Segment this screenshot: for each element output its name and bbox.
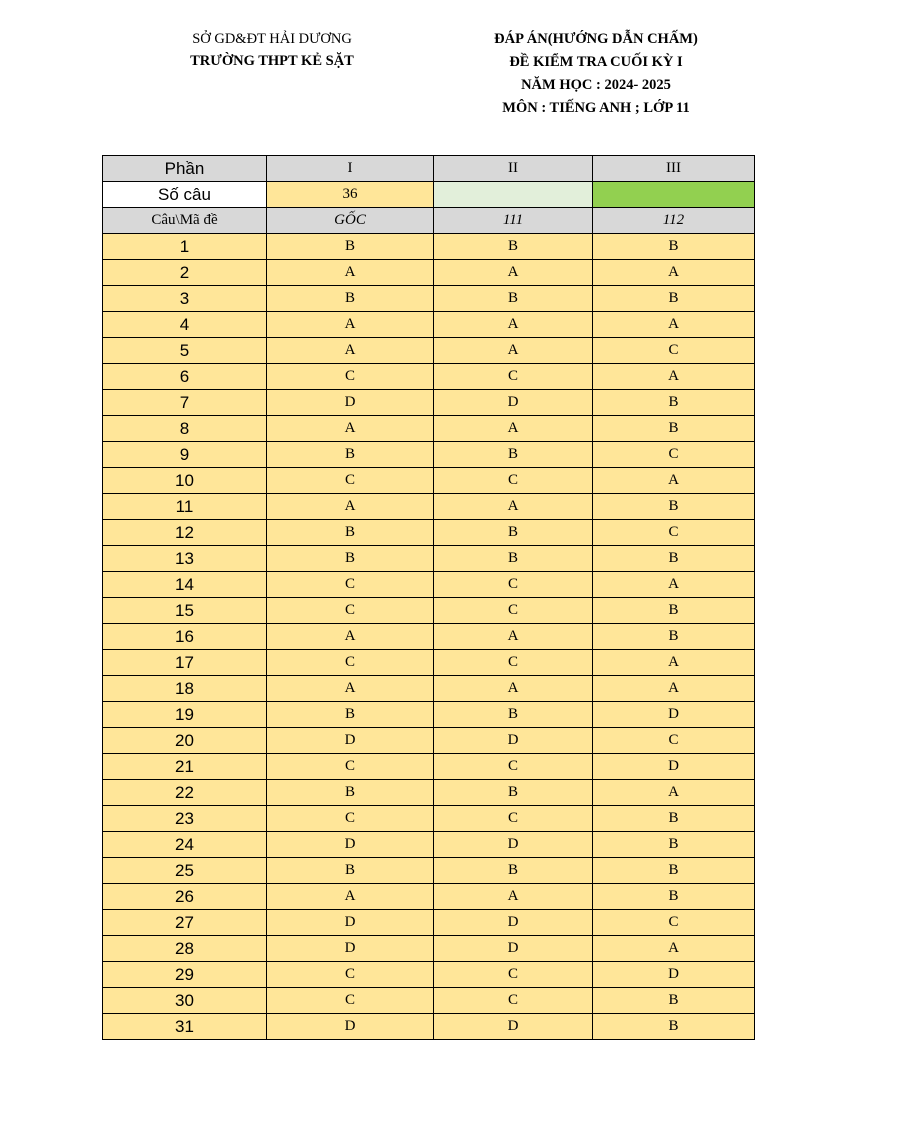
question-number: 30 (103, 988, 267, 1014)
table-row (103, 572, 755, 598)
answer-cell: B (593, 988, 755, 1014)
answer-cell: B (434, 780, 593, 806)
count-label: Số câu (103, 182, 267, 208)
question-number: 2 (103, 260, 267, 286)
question-number: 14 (103, 572, 267, 598)
question-number: 3 (103, 286, 267, 312)
question-number: 7 (103, 390, 267, 416)
count-cell-2 (434, 182, 593, 208)
question-number: 11 (103, 494, 267, 520)
table-row (103, 650, 755, 676)
table-row (103, 390, 755, 416)
table-row (103, 624, 755, 650)
answer-cell: C (267, 988, 434, 1014)
table-row (103, 806, 755, 832)
answer-cell: D (593, 754, 755, 780)
answer-cell: C (434, 468, 593, 494)
answer-cell: A (434, 494, 593, 520)
answer-cell: D (434, 728, 593, 754)
answer-cell: A (267, 884, 434, 910)
part-header-2: II (434, 156, 593, 182)
table-row (103, 988, 755, 1014)
answer-cell: C (434, 754, 593, 780)
table-row (103, 702, 755, 728)
document-title: ĐÁP ÁN(HƯỚNG DẪN CHẤM) (494, 31, 698, 47)
answer-cell: D (434, 910, 593, 936)
answer-cell: A (593, 572, 755, 598)
answer-cell: C (593, 338, 755, 364)
answer-cell: D (267, 832, 434, 858)
table-row (103, 520, 755, 546)
answer-cell: A (434, 624, 593, 650)
answer-cell: B (593, 832, 755, 858)
answer-cell: B (593, 1014, 755, 1040)
answer-cell: D (267, 390, 434, 416)
answer-cell: C (593, 910, 755, 936)
answer-cell: A (593, 364, 755, 390)
count-row (103, 182, 755, 208)
answer-cell: A (267, 494, 434, 520)
question-number: 29 (103, 962, 267, 988)
answer-cell: A (267, 624, 434, 650)
question-number: 27 (103, 910, 267, 936)
answer-cell: A (593, 312, 755, 338)
question-number: 31 (103, 1014, 267, 1040)
answer-cell: B (593, 884, 755, 910)
answer-cell: A (434, 676, 593, 702)
answer-cell: A (267, 676, 434, 702)
question-number: 23 (103, 806, 267, 832)
header-left (158, 28, 386, 72)
table-row (103, 442, 755, 468)
answer-cell: B (267, 442, 434, 468)
answer-cell: D (593, 702, 755, 728)
answer-cell: B (593, 494, 755, 520)
answer-cell: B (593, 598, 755, 624)
question-number: 4 (103, 312, 267, 338)
question-number: 22 (103, 780, 267, 806)
answer-cell: D (434, 832, 593, 858)
answer-cell: A (434, 884, 593, 910)
table-row (103, 364, 755, 390)
code-row (103, 208, 755, 234)
answer-cell: B (267, 702, 434, 728)
answer-cell: C (434, 598, 593, 624)
answer-cell: C (593, 728, 755, 754)
table-row (103, 728, 755, 754)
answer-cell: A (593, 676, 755, 702)
school-year: NĂM HỌC : 2024- 2025 (521, 77, 671, 93)
answer-cell: B (267, 234, 434, 260)
question-number: 24 (103, 832, 267, 858)
answer-cell: C (267, 598, 434, 624)
question-number: 5 (103, 338, 267, 364)
answer-cell: B (267, 286, 434, 312)
answer-cell: A (434, 312, 593, 338)
answer-cell: A (267, 260, 434, 286)
question-number: 13 (103, 546, 267, 572)
answer-cell: D (267, 936, 434, 962)
answer-cell: C (434, 962, 593, 988)
answer-cell: C (434, 806, 593, 832)
answer-cell: C (267, 650, 434, 676)
table-row (103, 962, 755, 988)
table-row (103, 312, 755, 338)
answer-table (102, 155, 755, 1040)
answer-cell: A (593, 936, 755, 962)
answer-cell: D (434, 1014, 593, 1040)
table-row (103, 286, 755, 312)
answer-cell: C (434, 988, 593, 1014)
question-number: 25 (103, 858, 267, 884)
answer-cell: C (267, 468, 434, 494)
answer-cell: B (267, 546, 434, 572)
answer-cell: B (593, 806, 755, 832)
answer-cell: D (267, 1014, 434, 1040)
exam-name: ĐỀ KIỂM TRA CUỐI KỲ I (509, 54, 683, 70)
table-row (103, 546, 755, 572)
code-cell-3: 112 (593, 208, 755, 234)
answer-cell: C (593, 442, 755, 468)
count-cell-3 (593, 182, 755, 208)
table-row (103, 910, 755, 936)
department-name: SỞ GD&ĐT HẢI DƯƠNG (192, 31, 352, 47)
school-name: TRƯỜNG THPT KẺ SẶT (190, 53, 354, 69)
answer-cell: A (593, 468, 755, 494)
question-number: 1 (103, 234, 267, 260)
question-number: 12 (103, 520, 267, 546)
question-number: 21 (103, 754, 267, 780)
part-header-3: III (593, 156, 755, 182)
answer-cell: B (593, 390, 755, 416)
answer-cell: C (434, 364, 593, 390)
answer-cell: A (434, 338, 593, 364)
answer-cell: B (434, 702, 593, 728)
code-cell-1: GỐC (267, 208, 434, 234)
answer-cell: B (593, 416, 755, 442)
answer-cell: B (267, 858, 434, 884)
part-header-1: I (267, 156, 434, 182)
table-row (103, 780, 755, 806)
table-row (103, 260, 755, 286)
answer-cell: A (434, 260, 593, 286)
question-number: 8 (103, 416, 267, 442)
answer-cell: B (434, 286, 593, 312)
answer-cell: A (593, 650, 755, 676)
answer-cell: C (434, 572, 593, 598)
answer-cell: D (267, 728, 434, 754)
table-row (103, 494, 755, 520)
answer-cell: C (267, 962, 434, 988)
answer-cell: D (434, 936, 593, 962)
answer-cell: C (267, 572, 434, 598)
answer-cell: C (267, 364, 434, 390)
answer-cell: C (267, 754, 434, 780)
code-label: Câu\Mã đề (103, 208, 267, 234)
question-number: 28 (103, 936, 267, 962)
answer-cell: B (434, 234, 593, 260)
answer-cell: C (593, 520, 755, 546)
answer-cell: B (593, 546, 755, 572)
answer-cell: B (593, 858, 755, 884)
table-row (103, 416, 755, 442)
answer-cell: B (267, 780, 434, 806)
answer-cell: B (434, 546, 593, 572)
table-row (103, 754, 755, 780)
answer-cell: B (267, 520, 434, 546)
question-number: 15 (103, 598, 267, 624)
count-cell-1: 36 (267, 182, 434, 208)
part-label: Phần (103, 156, 267, 182)
answer-cell: B (593, 286, 755, 312)
question-number: 16 (103, 624, 267, 650)
code-cell-2: 111 (434, 208, 593, 234)
answer-cell: C (267, 806, 434, 832)
header-right (466, 28, 726, 120)
question-number: 17 (103, 650, 267, 676)
question-number: 9 (103, 442, 267, 468)
question-number: 19 (103, 702, 267, 728)
question-number: 20 (103, 728, 267, 754)
answer-cell: A (593, 780, 755, 806)
answer-cell: D (267, 910, 434, 936)
table-row (103, 338, 755, 364)
table-row (103, 936, 755, 962)
answer-cell: A (434, 416, 593, 442)
question-number: 10 (103, 468, 267, 494)
answer-cell: B (434, 520, 593, 546)
table-row (103, 832, 755, 858)
answer-cell: D (434, 390, 593, 416)
answer-cell: D (593, 962, 755, 988)
table-row (103, 234, 755, 260)
question-number: 6 (103, 364, 267, 390)
answer-cell: B (593, 624, 755, 650)
table-row (103, 468, 755, 494)
answer-cell: B (593, 234, 755, 260)
part-row (103, 156, 755, 182)
answer-cell: A (267, 312, 434, 338)
question-number: 26 (103, 884, 267, 910)
answer-cell: C (434, 650, 593, 676)
table-row (103, 858, 755, 884)
answer-cell: B (434, 442, 593, 468)
table-row (103, 676, 755, 702)
answer-cell: A (593, 260, 755, 286)
table-row (103, 1014, 755, 1040)
subject-line: MÔN : TIẾNG ANH ; LỚP 11 (502, 100, 690, 116)
table-row (103, 884, 755, 910)
answer-cell: A (267, 338, 434, 364)
answer-cell: A (267, 416, 434, 442)
question-number: 18 (103, 676, 267, 702)
table-row (103, 598, 755, 624)
answer-cell: B (434, 858, 593, 884)
